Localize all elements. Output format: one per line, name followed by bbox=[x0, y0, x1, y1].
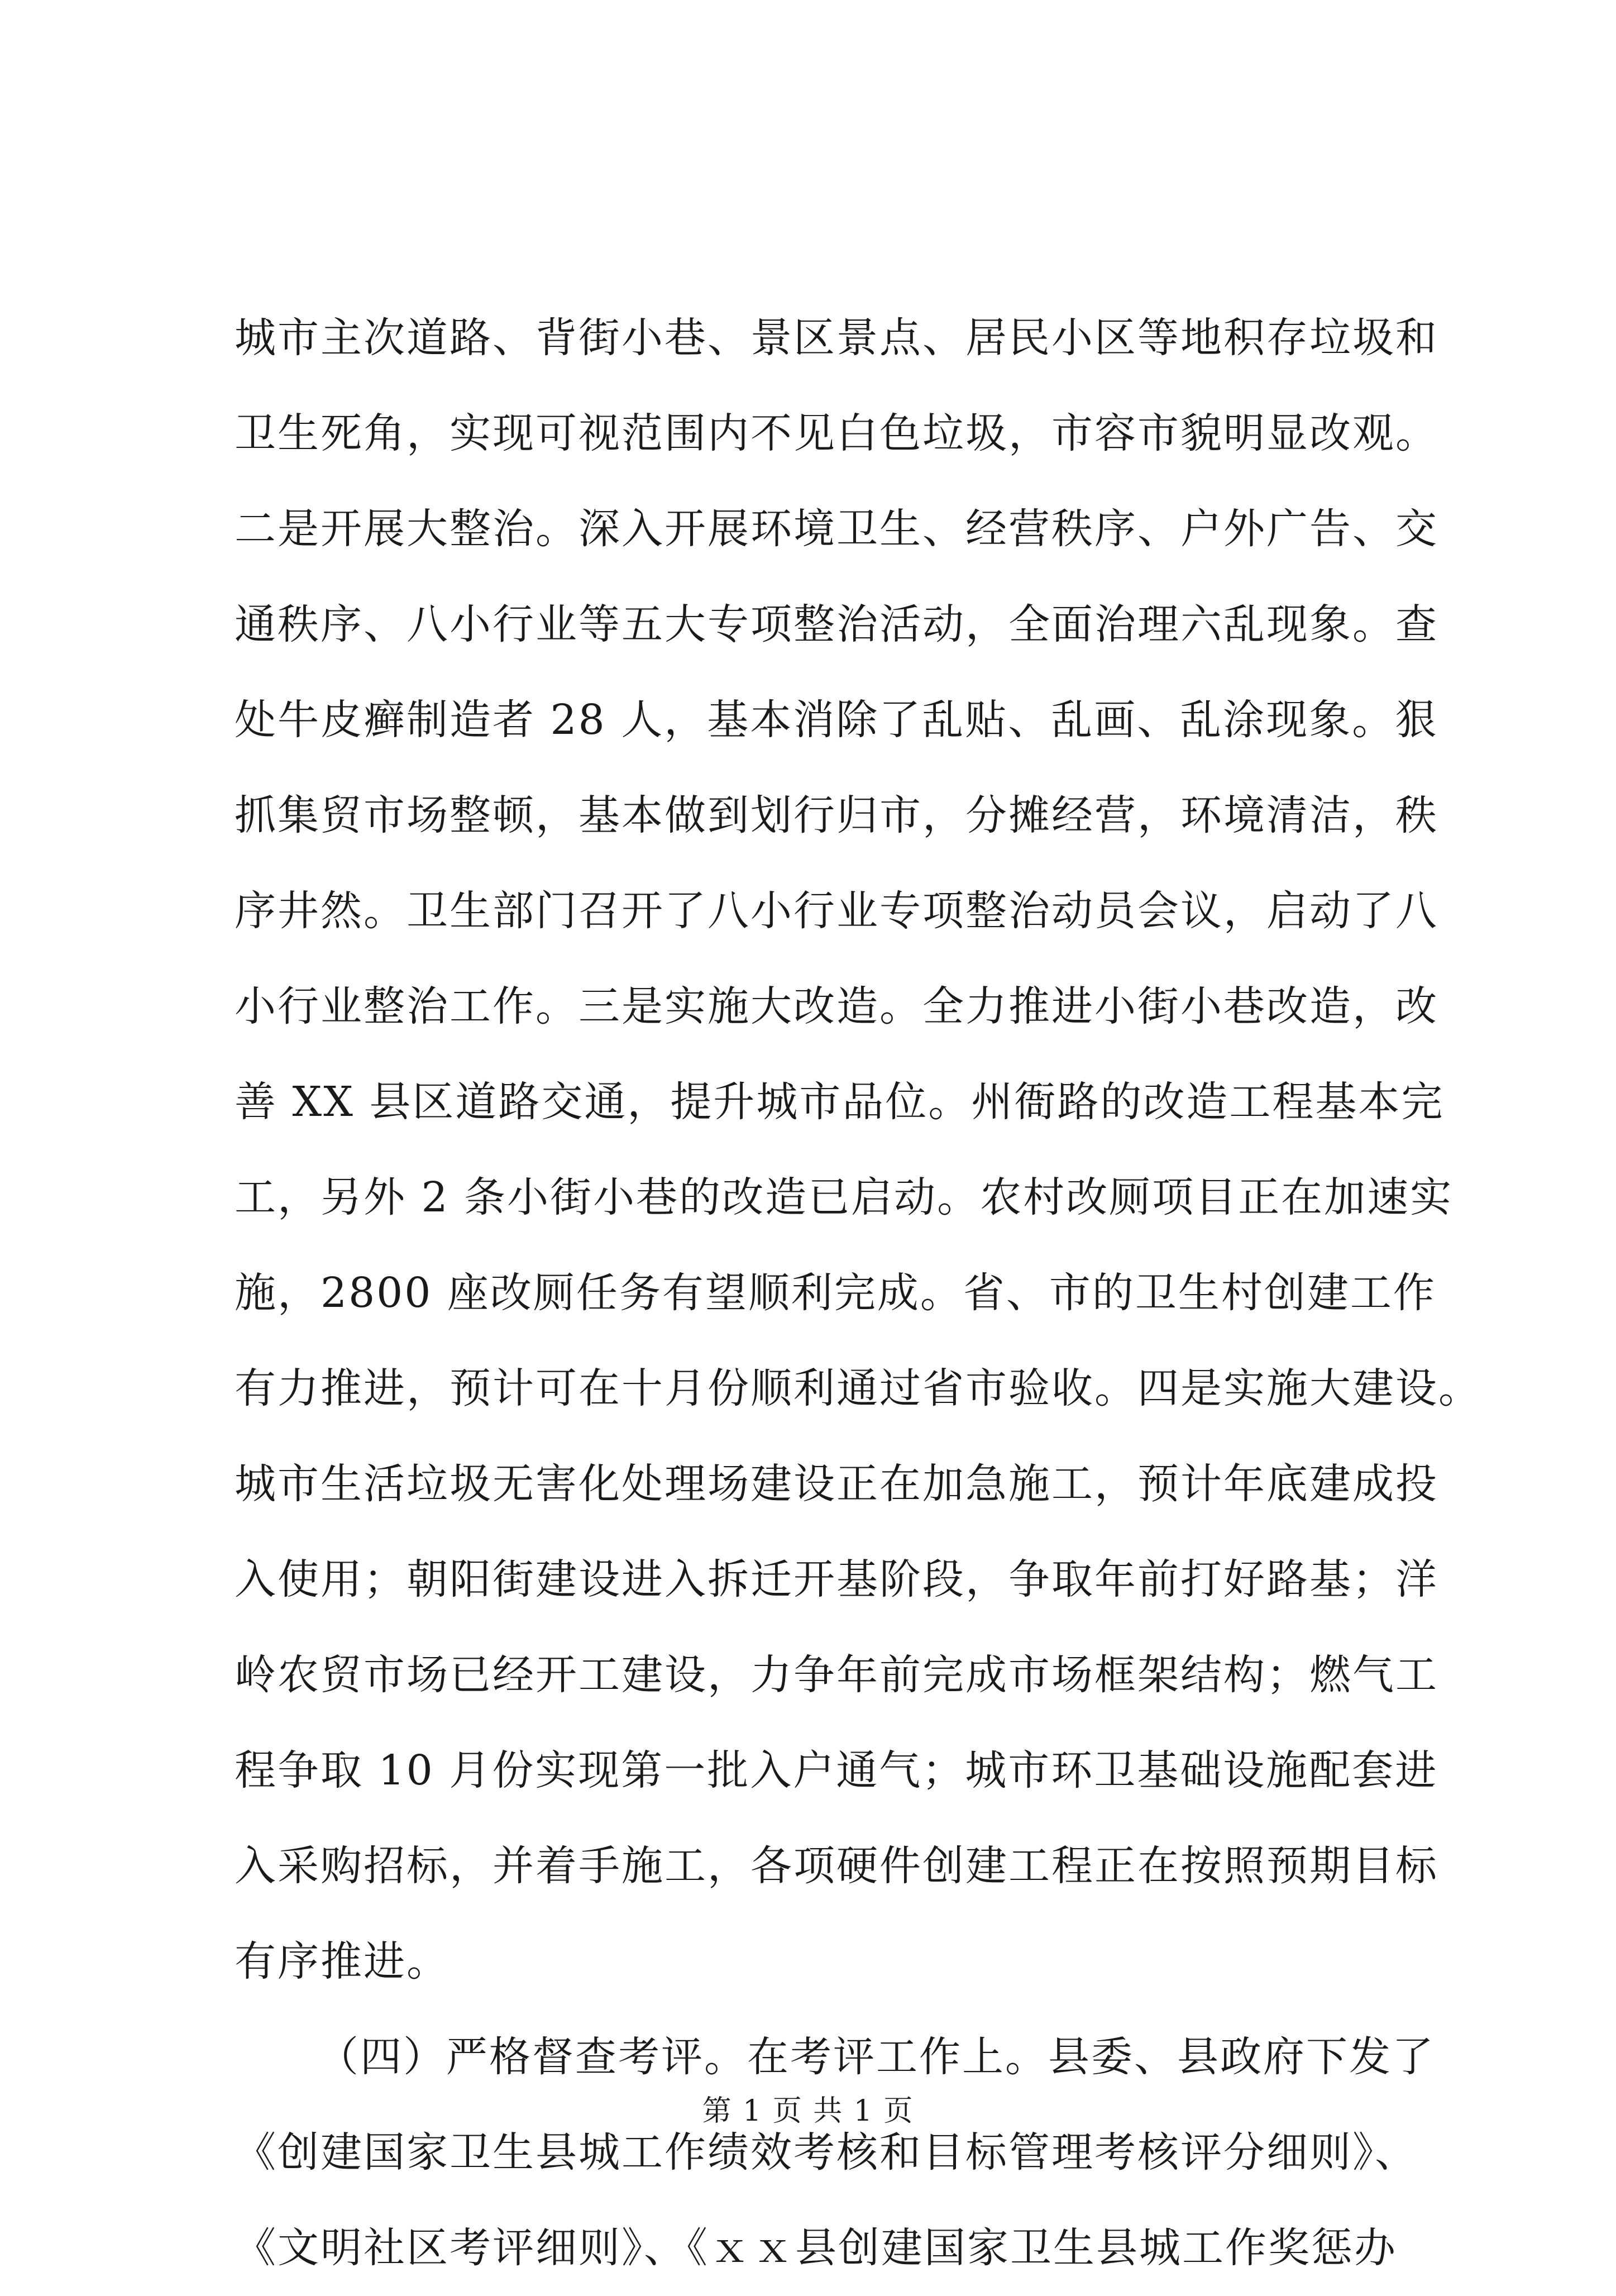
text-line: 入使用；朝阳街建设进入拆迁开基阶段，争取年前打好路基；洋 bbox=[235, 1555, 1438, 1603]
text-line: 施，2800 座改厕任务有望顺利完成。省、市的卫生村创建工作 bbox=[235, 1269, 1436, 1317]
body-text bbox=[235, 290, 1481, 2296]
text-line: 卫生死角，实现可视范围内不见白色垃圾，市容市貌明显改观。 bbox=[235, 409, 1438, 457]
text-line: 处牛皮癣制造者 28 人，基本消除了乱贴、乱画、乱涂现象。狠 bbox=[235, 696, 1438, 744]
text-line: 有力推进，预计可在十月份顺利通过省市验收。四是实施大建设。 bbox=[235, 1364, 1481, 1412]
text-line: 入采购招标，并着手施工，各项硬件创建工程正在按照预期目标 bbox=[235, 1842, 1438, 1890]
text-line: 有序推进。 bbox=[235, 1937, 450, 1985]
text-line: 《创建国家卫生县城工作绩效考核和目标管理考核评分细则》、 bbox=[235, 2128, 1418, 2176]
text-line: 善 XX 县区道路交通，提升城市品位。州衙路的改造工程基本完 bbox=[235, 1078, 1445, 1126]
text-line: 程争取 10 月份实现第一批入户通气；城市环卫基础设施配套进 bbox=[235, 1746, 1438, 1794]
text-line: 抓集贸市场整顿，基本做到划行归市，分摊经营，环境清洁，秩 bbox=[235, 791, 1438, 839]
text-line: 岭农贸市场已经开工建设，力争年前完成市场框架结构；燃气工 bbox=[235, 1651, 1438, 1699]
section-heading-line: （四）严格督查考评。在考评工作上。县委、县政府下发了 bbox=[317, 2033, 1435, 2081]
text-line: 二是开展大整治。深入开展环境卫生、经营秩序、户外广告、交 bbox=[235, 505, 1438, 553]
text-line: 通秩序、八小行业等五大专项整治活动，全面治理六乱现象。查 bbox=[235, 600, 1438, 648]
text-line: 城市生活垃圾无害化处理场建设正在加急施工，预计年底建成投 bbox=[235, 1460, 1438, 1508]
text-line: 小行业整治工作。三是实施大改造。全力推进小街小巷改造，改 bbox=[235, 982, 1438, 1030]
text-line: 城市主次道路、背街小巷、景区景点、居民小区等地积存垃圾和 bbox=[235, 314, 1438, 362]
text-line: 序井然。卫生部门召开了八小行业专项整治动员会议，启动了八 bbox=[235, 887, 1438, 935]
page-number: 第 1 页 共 1 页 bbox=[702, 2094, 914, 2128]
text-line: 工，另外 2 条小街小巷的改造已启动。农村改厕项目正在加速实 bbox=[235, 1173, 1454, 1221]
page-footer bbox=[0, 2092, 1616, 2131]
text-line: 《文明社区考评细则》、《ｘｘ县创建国家卫生县城工作奖惩办 bbox=[235, 2224, 1397, 2272]
